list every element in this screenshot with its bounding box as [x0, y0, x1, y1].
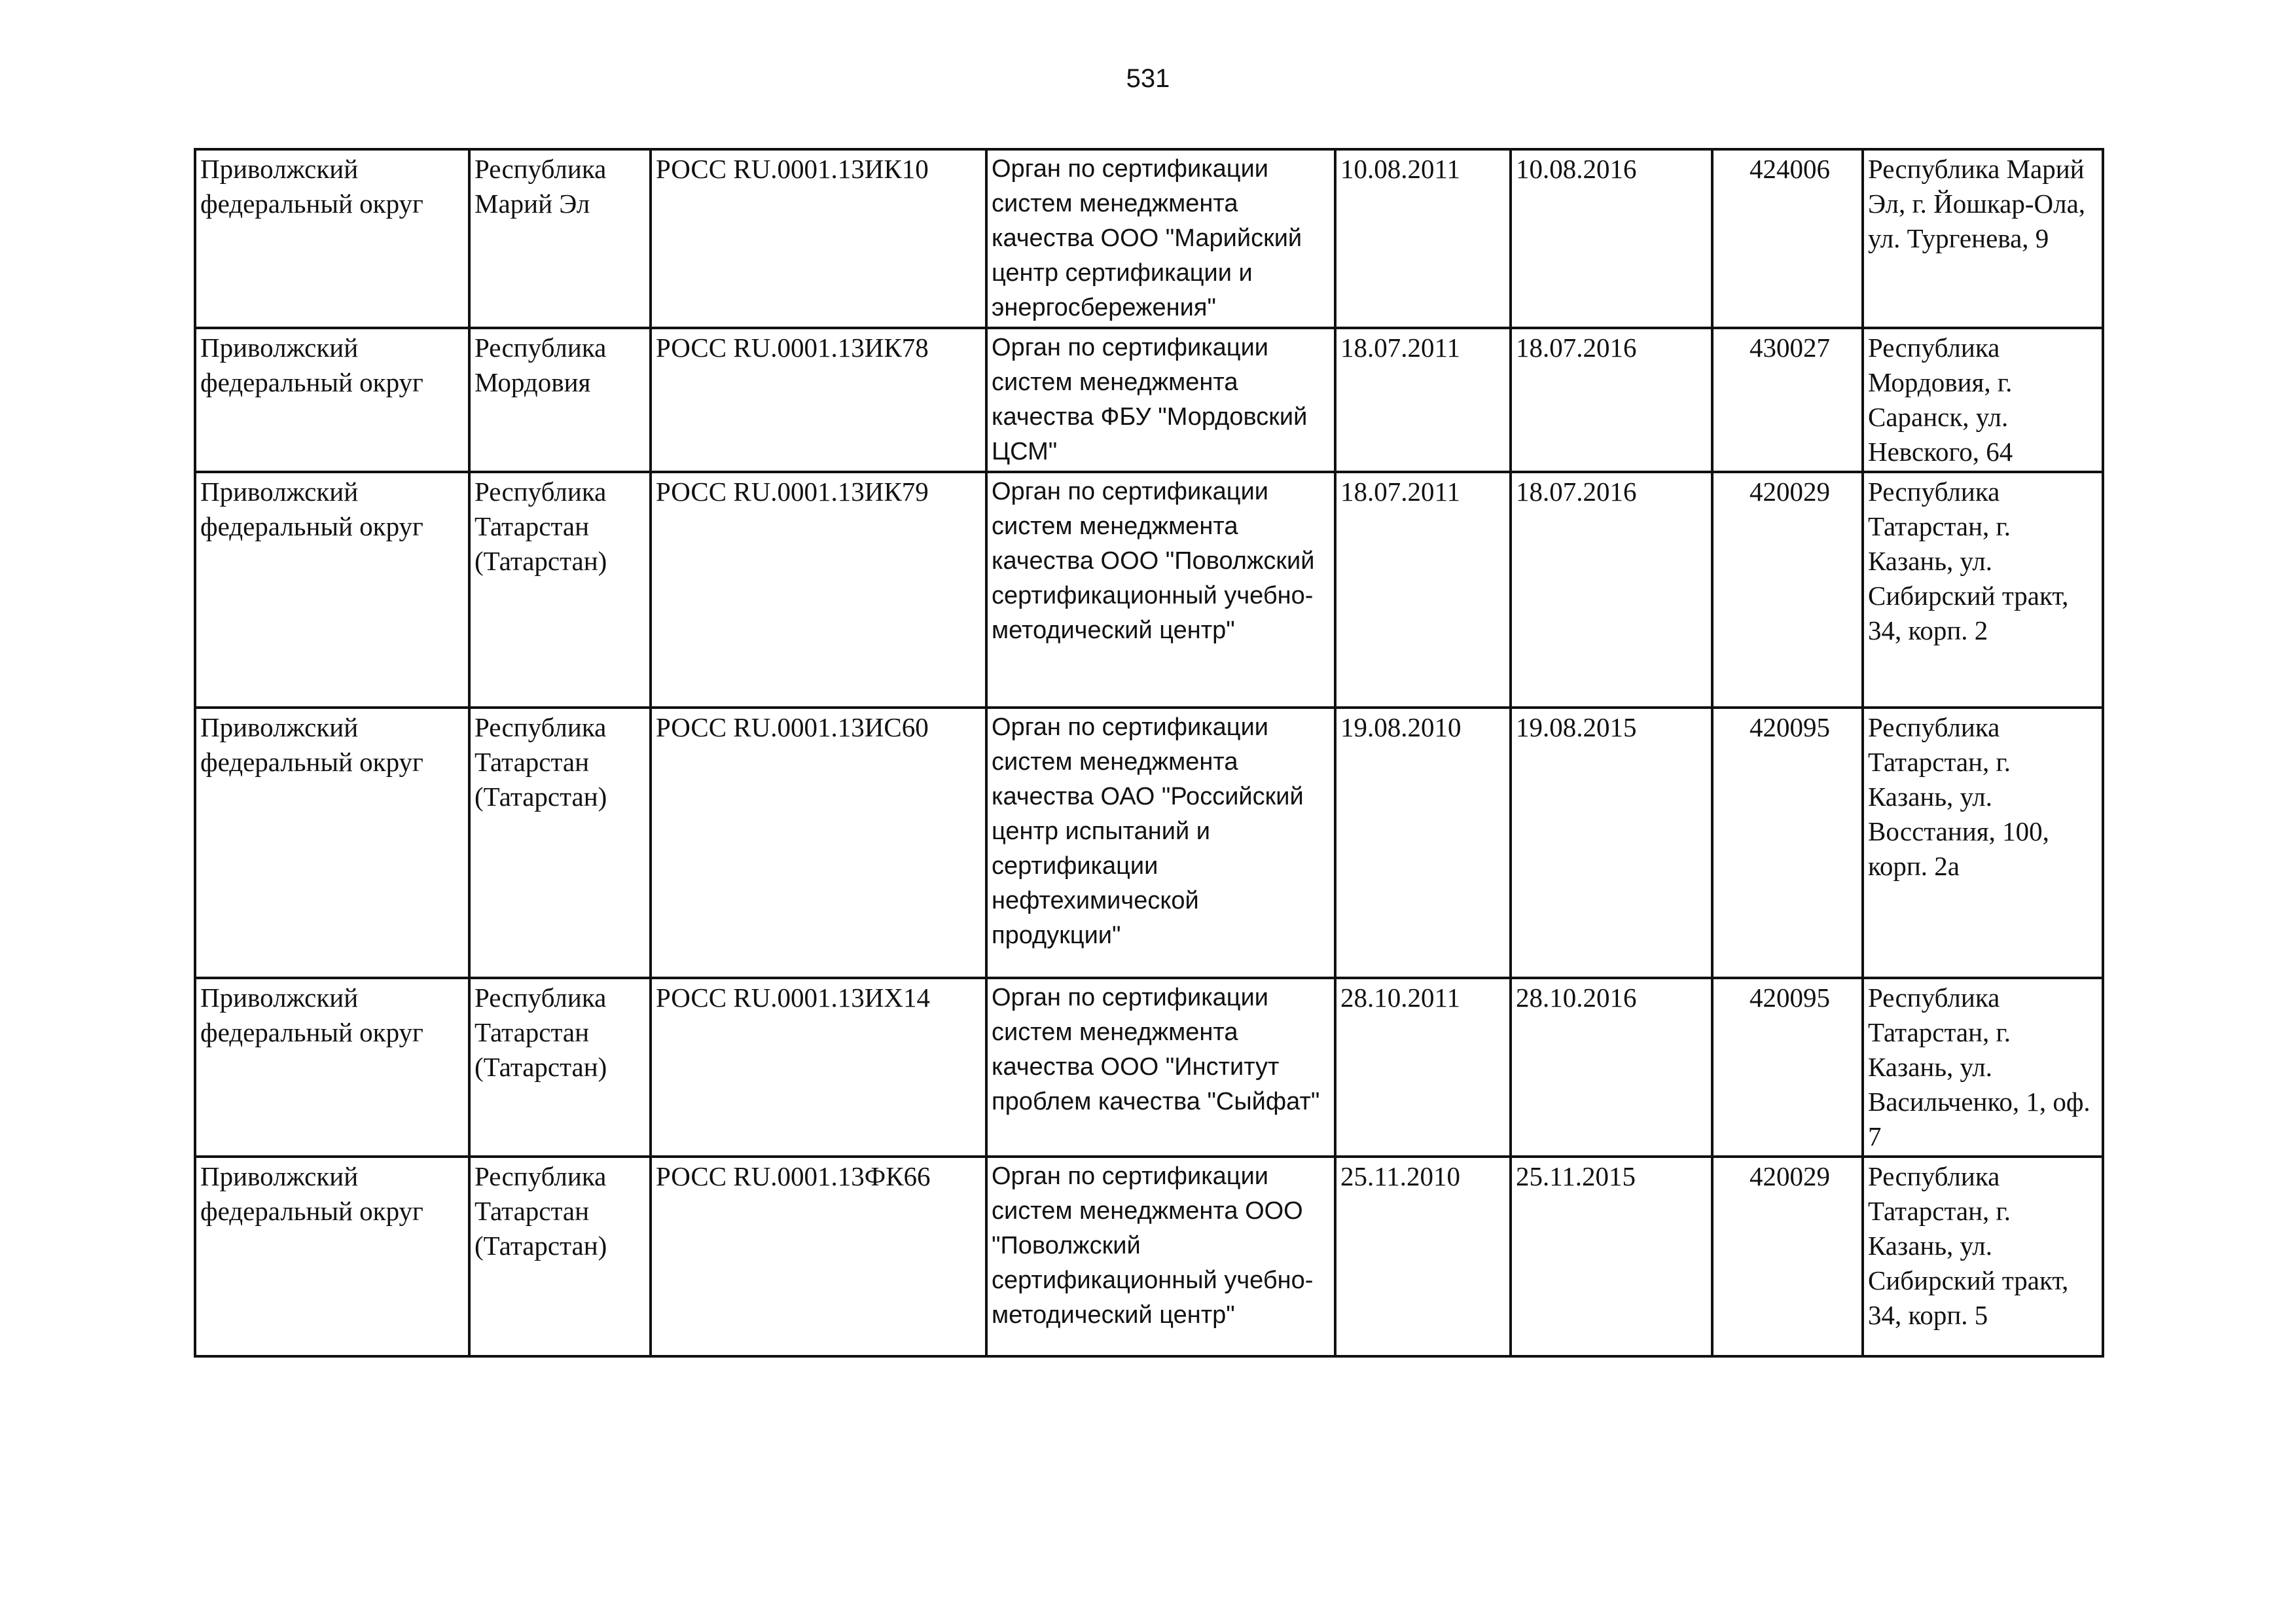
- address-cell: Республика Татарстан, г. Казань, ул. Васильченко, 1, оф. 7: [1863, 978, 2103, 1157]
- reg-number-cell: РОСС RU.0001.13ИК78: [651, 328, 986, 472]
- district-cell: Приволжский федеральный округ: [195, 149, 469, 328]
- region-cell: Республика Татарстан (Татарстан): [469, 708, 651, 978]
- certification-bodies-table: [194, 148, 2104, 1358]
- page-number: 531: [1126, 64, 1170, 93]
- date-to-cell: 18.07.2016: [1511, 328, 1712, 472]
- address-cell: Республика Марий Эл, г. Йошкар-Ола, ул. Тургенева, 9: [1863, 149, 2103, 328]
- region-cell: Республика Марий Эл: [469, 149, 651, 328]
- address-cell: Республика Татарстан, г. Казань, ул. Восстания, 100, корп. 2а: [1863, 708, 2103, 978]
- address-cell: Республика Татарстан, г. Казань, ул. Сибирский тракт, 34, корп. 5: [1863, 1157, 2103, 1356]
- table-row: [195, 149, 2103, 328]
- postcode-cell: 424006: [1712, 149, 1863, 328]
- date-from-cell: 18.07.2011: [1335, 472, 1511, 708]
- table-row: [195, 978, 2103, 1157]
- organization-cell: Орган по сертификации систем менеджмента качества ФБУ "Мордовский ЦСМ": [986, 328, 1335, 472]
- date-to-cell: 25.11.2015: [1511, 1157, 1712, 1356]
- date-to-cell: 28.10.2016: [1511, 978, 1712, 1157]
- district-cell: Приволжский федеральный округ: [195, 472, 469, 708]
- reg-number-cell: РОСС RU.0001.13ИС60: [651, 708, 986, 978]
- organization-cell: Орган по сертификации систем менеджмента качества ООО "Поволжский сертификационный учебно-методический центр": [986, 472, 1335, 708]
- reg-number-cell: РОСС RU.0001.13ИК79: [651, 472, 986, 708]
- address-cell: Республика Татарстан, г. Казань, ул. Сибирский тракт, 34, корп. 2: [1863, 472, 2103, 708]
- district-cell: Приволжский федеральный округ: [195, 708, 469, 978]
- date-from-cell: 18.07.2011: [1335, 328, 1511, 472]
- postcode-cell: 420095: [1712, 708, 1863, 978]
- postcode-cell: 420095: [1712, 978, 1863, 1157]
- organization-cell: Орган по сертификации систем менеджмента качества ООО "Институт проблем качества "Сыйфат": [986, 978, 1335, 1157]
- district-cell: Приволжский федеральный округ: [195, 978, 469, 1157]
- organization-cell: Орган по сертификации систем менеджмента качества ООО "Марийский центр сертификации и энергосбережения": [986, 149, 1335, 328]
- postcode-cell: 420029: [1712, 1157, 1863, 1356]
- date-to-cell: 10.08.2016: [1511, 149, 1712, 328]
- table-row: [195, 328, 2103, 472]
- date-from-cell: 25.11.2010: [1335, 1157, 1511, 1356]
- address-cell: Республика Мордовия, г. Саранск, ул. Невского, 64: [1863, 328, 2103, 472]
- date-from-cell: 19.08.2010: [1335, 708, 1511, 978]
- date-from-cell: 28.10.2011: [1335, 978, 1511, 1157]
- region-cell: Республика Мордовия: [469, 328, 651, 472]
- region-cell: Республика Татарстан (Татарстан): [469, 472, 651, 708]
- table-row: [195, 472, 2103, 708]
- date-from-cell: 10.08.2011: [1335, 149, 1511, 328]
- table-row: [195, 1157, 2103, 1356]
- table-row: [195, 708, 2103, 978]
- reg-number-cell: РОСС RU.0001.13ИК10: [651, 149, 986, 328]
- reg-number-cell: РОСС RU.0001.13ФК66: [651, 1157, 986, 1356]
- date-to-cell: 19.08.2015: [1511, 708, 1712, 978]
- region-cell: Республика Татарстан (Татарстан): [469, 978, 651, 1157]
- district-cell: Приволжский федеральный округ: [195, 1157, 469, 1356]
- date-to-cell: 18.07.2016: [1511, 472, 1712, 708]
- postcode-cell: 430027: [1712, 328, 1863, 472]
- reg-number-cell: РОСС RU.0001.13ИХ14: [651, 978, 986, 1157]
- organization-cell: Орган по сертификации систем менеджмента ООО "Поволжский сертификационный учебно-методический центр": [986, 1157, 1335, 1356]
- organization-cell: Орган по сертификации систем менеджмента качества ОАО "Российский центр испытаний и сертификации нефтехимической продукции": [986, 708, 1335, 978]
- district-cell: Приволжский федеральный округ: [195, 328, 469, 472]
- region-cell: Республика Татарстан (Татарстан): [469, 1157, 651, 1356]
- postcode-cell: 420029: [1712, 472, 1863, 708]
